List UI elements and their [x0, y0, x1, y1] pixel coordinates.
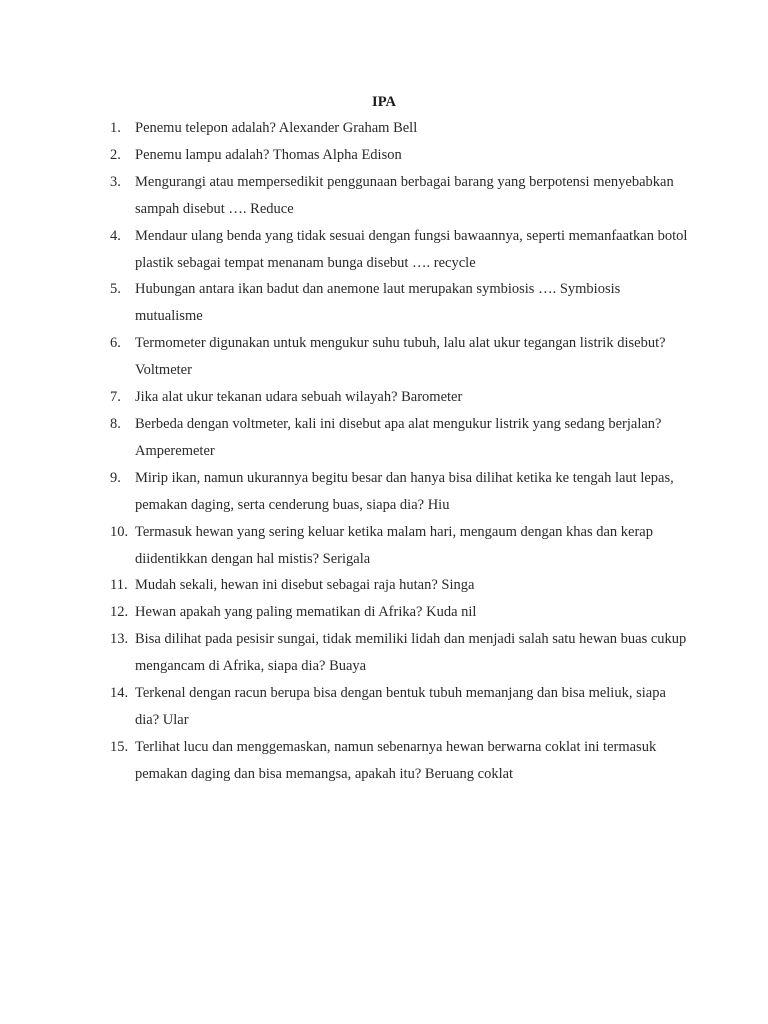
- question-item-2: [110, 142, 690, 169]
- question-text: Berbeda dengan voltmeter, kali ini disebut apa alat mengukur listrik yang sedang berjalan? Amperemeter: [135, 415, 662, 459]
- question-number: 6.: [110, 335, 121, 352]
- question-number: 4.: [110, 227, 121, 244]
- question-text: Terlihat lucu dan menggemaskan, namun sebenarnya hewan berwarna coklat ini termasuk pemakan daging dan bisa memangsa, apakah itu? Beruang coklat: [135, 738, 657, 782]
- question-text: Termometer digunakan untuk mengukur suhu tubuh, lalu alat ukur tegangan listrik disebut? Voltmeter: [135, 335, 666, 379]
- question-number: 1.: [110, 120, 121, 136]
- question-item-5: [110, 276, 690, 330]
- question-number: 14.: [110, 685, 129, 702]
- question-number: 3.: [110, 173, 121, 190]
- question-number: 12.: [110, 604, 129, 621]
- question-item-7: [110, 384, 690, 411]
- question-item-11: [110, 572, 690, 599]
- question-number: 5.: [110, 281, 121, 298]
- question-text: Mirip ikan, namun ukurannya begitu besar dan hanya bisa dilihat ketika ke tengah laut lepas, pemakan daging, serta cenderung buas, siapa dia? Hiu: [135, 469, 674, 513]
- question-number: 13.: [110, 631, 129, 648]
- question-text: Penemu telepon adalah? Alexander Graham Bell: [135, 120, 418, 136]
- question-item-15: [110, 734, 690, 788]
- question-text: Mudah sekali, hewan ini disebut sebagai raja hutan? Singa: [135, 577, 475, 594]
- question-text: Terkenal dengan racun berupa bisa dengan bentuk tubuh memanjang dan bisa meliuk, siapa dia? Ular: [135, 685, 666, 728]
- question-list: [110, 115, 690, 788]
- question-item-9: [110, 465, 690, 519]
- question-item-3: [110, 169, 690, 223]
- question-text: Jika alat ukur tekanan udara sebuah wilayah? Barometer: [135, 389, 463, 406]
- question-number: 8.: [110, 415, 121, 432]
- question-item-6: [110, 330, 690, 384]
- question-text: Penemu lampu adalah? Thomas Alpha Edison: [135, 146, 402, 163]
- question-item-10: [110, 519, 690, 573]
- question-number: 2.: [110, 146, 121, 163]
- document-title: IPA: [372, 94, 396, 110]
- question-number: 10.: [110, 523, 129, 540]
- question-number: 11.: [110, 577, 128, 594]
- question-item-4: [110, 223, 690, 277]
- question-item-14: [110, 680, 690, 734]
- question-item-8: [110, 411, 690, 465]
- question-text: Termasuk hewan yang sering keluar ketika malam hari, mengaum dengan khas dan kerap diidentikkan dengan hal mistis? Serigala: [135, 523, 653, 567]
- question-number: 7.: [110, 389, 121, 406]
- question-text: Hewan apakah yang paling mematikan di Afrika? Kuda nil: [135, 604, 477, 621]
- question-item-13: [110, 626, 690, 680]
- question-text: Bisa dilihat pada pesisir sungai, tidak memiliki lidah dan menjadi salah satu hewan buas cukup mengancam di Afrika, siapa dia? Buaya: [135, 631, 687, 675]
- question-text: Mengurangi atau mempersedikit penggunaan berbagai barang yang berpotensi menyebabkan sampah disebut …. Reduce: [135, 173, 674, 217]
- question-text: Hubungan antara ikan badut dan anemone laut merupakan symbiosis …. Symbiosis mutualisme: [135, 281, 621, 325]
- question-item-1: [110, 115, 690, 142]
- question-number: 9.: [110, 469, 121, 486]
- question-text: Mendaur ulang benda yang tidak sesuai dengan fungsi bawaannya, seperti memanfaatkan botol plastik sebagai tempat menanam bunga disebut …. recycle: [135, 227, 688, 271]
- question-item-12: [110, 599, 690, 626]
- question-number: 15.: [110, 738, 129, 755]
